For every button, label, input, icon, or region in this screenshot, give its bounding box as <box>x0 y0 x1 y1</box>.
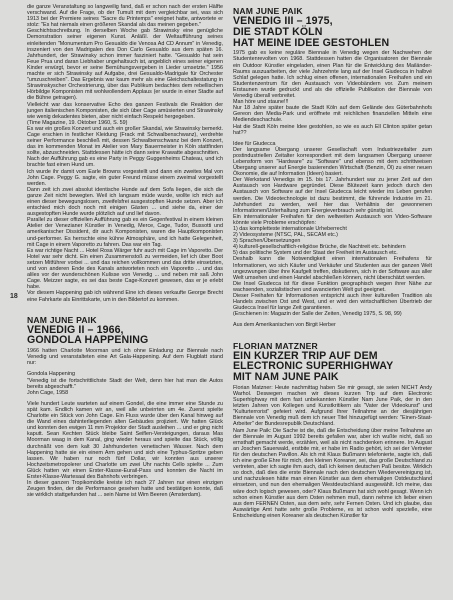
paragraph: Es war richtige Nacht ... Hotel Rosa Wärger fuhr auch mit Cage im Vaporetto. Der Hotel war sehr dicht. Ein einen Zusammenstoß zu vermeiden, lief ich über Boot setzen Mitführer vorbei ... und das reichen vollkommen und das dritte einsetzten, und von anderen Ende des Kanals antworteten noch ein Vaporetto ... und das aliles vor der wunderschönen Kulisse von Venedig ... und neben mir saß John Cage. Meizzer sagte, es sei das beste Cage-Konzert gewesen, das er je erlebt habe. <box>27 247 223 291</box>
article-electronic-superhighway <box>233 342 432 519</box>
paragraph: (Time Magazine, 19. Oktober 1960, S. 59) <box>27 119 128 126</box>
paragraph: Ich wurde ihr damit vom Earle Browns vorgestellt und dann ein zweites Mal von John Cage. Peggy G. sagte, ein guter Freund müsse einem zweimal vorgestellt werden. <box>27 168 223 187</box>
paragraph: Vor diesem Happening gab ich während Eine ich dieses verkaufte George Brecht eine Fahrkarte als Einrittskarte, um in den Bildertof zu kommen. <box>27 290 223 303</box>
paragraph: Nur 18 Jahre später baute die Stadt Köln auf dem Gelände des Güterbahnhofs Gereon den Media-Park und eröffnete mit reichlichen finanziellen Mitteln eine Mediendeschachule. <box>233 105 432 124</box>
flyer-title: Gondola Happening <box>27 371 75 378</box>
article-title <box>27 325 223 347</box>
paragraph: 1975 gab es keine reguläre Biennale in Venedig wegen der Nachwehen der Studentenrevolten von 1968. Stattdessen hatten die Organisatoren der Biennale ein Outdoor Künstler eingeladen, einen Plan für die Entwicklung des Mailänder-Raums auszuarbeiten, der viele Jahrzehnte lang auf der Insel Giudecca in halbvé Schlaf gelegen hatte. Ich schlug einen offenen, internationalen Freihafen und ein Studentenzentrum für den Austausch von Videobändern vor. Zum meinem Erstaunen wurde gedruckt und als die offizielle Publikation der Biennale von Venedig überall verbreitet. <box>233 50 432 100</box>
continued-text <box>27 4 223 303</box>
article-author: NAM JUNE PAIK <box>27 314 97 325</box>
title-line: DIE STADT KÖLN <box>233 25 323 38</box>
list-item: 1) das kompletteste internationale Urheberrecht <box>233 226 347 233</box>
right-column <box>233 4 432 596</box>
paragraph: Florian Matzner: Heute nachmittag haben Sie mir gesagt, sie seien NICHT Andy Warhol. Deswegen machen wir dieses kurzen Trip auf dem Electronic Superhighway mit dem fast unbekannten Künstler Nam June Paik, der in den letzten Jahren von Kollegen und Kunstkritikern als "Vater der Videokunst" und "Kulturterrorist" gefeiert wird. Aufgrund Ihrer Teilnahme an der diesjährigen Biennale von Venedig muß dem ich neuer Titel hinzugefügt werden: "Einen-Staat-Arbeiter" der Bundesrepublik Deutschland. <box>233 384 432 428</box>
article-author: NAM JUNE PAIK <box>233 6 303 16</box>
article-author: FLORIAN MATZNER <box>233 340 318 351</box>
paragraph: In dieser ganzen Tropikomödie kreiste ich nach 27 Jahren nur einen einzigen Zeugen finden, der die Performance gesehen hatte und bestätigen konnte, daß sie wirklich stattgefunden hat ... sein Name ist Wim Beeren (Amsterdam). <box>27 480 223 499</box>
article-venedig-iii <box>233 7 432 329</box>
paragraph: Dieser Freihafen für Informationen entspricht auch ihrer kulturellen Tradition als Handels zwischen Ost und West, und er wird den wirtschaftlichen Übertrieb der Giudecca Insel für lange Zeit garantieren. <box>233 293 432 312</box>
list-item: 4) kulturell-gesellschaftlich-religiöse Brüche, die Nachtreit etc. behindern <box>233 244 406 251</box>
title-line: EIN KURZER TRIP AUF DEM <box>233 349 378 362</box>
paragraph: Es war ein großes Konzert und auch ein großer Skandal, wie Strawinsky bemerkt. Cage erschien in festlicher Kleidung (Frack mit Schwalbenschwanz), verdrehte seiner Performance beschließ mit, dessen Schwalbenschwanz bei dem Konzert, das im kommenden Monat im Atelier von Mary Bauermeister in Köln stattfinden sollte, abzuschneiden. Stattdessen hätte ich dann seine Krawatte abgeschnitten. <box>27 125 223 157</box>
title-line: GONDOLA HAPPENING <box>27 334 149 347</box>
title-line: ELECTRONIC SUPERHIGHWAY <box>233 360 394 373</box>
list-item: 5) das politische System und der Staat der Freiheit im Austausch etc. <box>233 250 398 257</box>
paragraph: Vielleicht war das konservative Echo des ganzen Festivals die Reaktion der jungen italienischen Komponisten, die sich über Cage amüsierten und Strawinsky wie wenig dekadentes bieten, aber nicht einfach Respekt hergegeben. <box>27 101 223 120</box>
paragraph: Man höre und staune!!! <box>233 99 289 106</box>
paragraph: Der Werkstand Venedigs im 15. bis 17. Jahrhundert war zu jener Zeit auf den Austausch von Hardware gegründet. Diese Blütezeit kann jedoch durch den Austausch von Software auf der Insel Giudecca leicht wieder ins Leben gerufen werden. Die Videotechnologie ist dazu bestimmt, die führende Industrie im 21. Jahrhundert zu werden, weil hier das Verhältnis der gewonnenen Informationen/Unterhaltung zum Energieverbrauch sehr günstig ist. <box>233 177 432 214</box>
flyer-attribution: John Cage, 1958 <box>27 389 69 396</box>
paragraph: Nach der Aufführung gab es eine Party in Peggy Guggenheims Chateau, und ich brachte fast einen Hund um. <box>27 156 223 169</box>
list-item: 3) Sprachen/Übersetzungen <box>233 238 301 245</box>
paragraph: Der langsame Übergang unserer Gesellschaft vom Industriezeitalter zum postindustriellen Zeitalter korrespondiert mit dem langsamen Übergang unserer Lebensform von "Hardware" zu "Software" und ebenso mit dem schrittweisen Übergang unserer auf Energie basierenden Wirtschaft (Benzin, Öl) zu einer neuen Ökonomie, die auf Information (Ideen) basiert. <box>233 146 432 178</box>
paragraph: die ganze Veranstaltung so langweilig fand, daß er schon nach der ersten Hälfte verschwand. Auf die Frage, ob der Tumult mit dem vergleichbar sei, was sich 1913 bei der Premiere seines "Sacre du Printemps" ereignet hatte, antwortete er stolz: "Es hat niemals einen größeren Skandal als das meinen gegeben." <box>27 4 223 29</box>
article-title <box>233 16 432 48</box>
title-line: HAT MEINE IDEE GESTOHLEN <box>233 36 390 49</box>
source-citation: (Erschienen in: Magazin der Salle der Zeiten, Venedig 1975, S. 98, 99) <box>233 311 402 318</box>
paragraph: 1966 hatten Charlotte Moorman und ich ohne Einladung zur Biennale nach Venedig und veranstalteten eine Art Gala-Happening. Auf dem Flugblatt stand nur: <box>27 348 223 367</box>
section-heading: Idee für Giudecca <box>233 140 276 147</box>
page-number: 18 <box>10 293 18 300</box>
paragraph: Ein internationaler Freihafen für den weltweiten Austausch von Video-Software könnte viele Probleme erschöpfen: <box>233 213 432 226</box>
paragraph: Dann zeit ich zwei absolut identische Hunde auf dem Sofa liegen, die sich die ganze Zeit nicht bewegten. Weil ich langsam müde wurde, wollte ich mich auf einen dieser bewegungslosen, zweifelsfrei ausgestopften Hunde setzen. Aber ich entschied mich doch noch mit einigen Gästen ... und siehe da, einer der ausgestopften Hunde wurde plötzlich auf und lief davon. <box>27 186 223 218</box>
paragraph: Deshalb kann die Notwendigkeit einen internationalen Freihafens für Informationen, wo sich Käufer und Verkäufer und Studenten aus der ganzen Welt ungezwungen über ihre Kaufgelt treffen, diskutieren, sich in der Software aus aller Welt umsehen und einen Handel abschließen können, nicht überschätzt werden. <box>233 256 432 281</box>
translator-credit: Aus dem Amerikanischen von Birgit Herber <box>233 322 336 329</box>
paragraph: Geschichtsschreibung. In derselben Woche gab Strawinsky eine genügliche Demonstration seiner eigenen Kunst. Anläßl. der Weltaufführung seines einleitenden "Monumentum Pro Gesualdo die Venosa Ad CD Annum" in Venedig, inszeniert von den Madrigalen des Don Carlo Gesualdo aus dem späten 16. Jahrhundert, der Strawinsky schon immer fasziniert hatte. "Gesualdo hat sein Feue Prua und daran Liebhaber ungehaltsuch ist, angeblich eines seiner eigenen Kinder erwürgt, bevor er seine Bemühungsvergeben in Lieder umsetzte." 1956 machte er sich Strawinsky auf Aufgabe, drei Gesualdo-Madrigale für Orchester "umzuschreiben". Das Ergebnis war kaum mehr als eine Gleichschaltestatung in Strawinskyscher Orchestrierung, über das Publikum bedachtes dem rebellischen Hörbildge Komponisten mit wohlwollendem Applaus (er wurde in einer Stadte auf die Bühne getragen). <box>27 28 223 102</box>
article-venedig-ii <box>27 316 223 499</box>
list-item: 2) Videosysteme (NTSC, PAL, SECAM etc.) <box>233 232 338 239</box>
flyer-quote: "Venedig ist die fortschrittlichste Stadt der Welt, denn hier hat man die Autos bereits abgeschafft." <box>27 377 223 390</box>
title-line: VENEDIG II – 1966, <box>27 323 124 336</box>
paragraph: Hat die Stadt Köln meine Idee gestohlen, so wie es auch Ell Clinton später getan hat?? <box>233 123 432 136</box>
paragraph: Viele hundert Leute warteten auf einem Gondel, die eine immer eine Stunde zu spät kam. Endlich kamen wir an, weil alle unbeirrten um 4e. Zuerst spielte Charlotte ein Stück von John Cage. Ein Fluss wurde über den Kanal hinweg auf die Wand eines dahinterliegenden alten Gebäudes projiziert. Wir hatten Glück und konnten den ewigen 11 mm Projektor der Stadt ausleihen ... und er ging nicht kaputt. Sean Kechten Stück bleibe Saint Seiflen-Versteigungen, daraus Mas Moorman waag in dem Kanal, ging wieder heraus und spielte das Stück, völlig durchnäßt von dem kalt 30 Jahrhunderten venetischen Wasser. Nach dem Happening hatte sie ein einem Arm gehen und sich eine Typhus-Spritze geben lassen. Wir haben nur noch fünf Dollar, wir konnten aus unserer Hochzeitsmetropolerer und Charlotte um zwei Uhr nachts Cello spielte ... Zum Glück hatten wir einen Erster-Klasse-Eurail-Pass und konnten die Nacht im Erster-Klasse-Wartesaal des Bahnhofs verbringen. <box>27 400 223 480</box>
left-column <box>27 4 223 596</box>
title-line: MIT NAM JUNE PAIK <box>233 371 339 384</box>
paragraph: Die Insel Giudecca ist für diese Funktion geographisch wegen ihrer Nähe zur wachsenden, sozialistischen und avancierten Welt gut geeignet. <box>233 280 432 293</box>
paragraph: Nam June Paik: Die Sache ist die, daß die Entscheidung über meine Teilnahme an der Biennale im August 1992 bereits gefallen war, aber ich wußte nicht, daß so ernsthaft gemacht werde, erzählen, weil als nicht nachdenken erinnere. Im August an Joschen Sauerwald, erstbite mir, er habe im Radio gehört, ich sei der Vertreter für den deutschen Pavillon. Als ich mit Klaus Bußmann telefonierte, sagte ich, daß ich eine große Ehre für mich, den kleinen Koreaner, sei, das große Deutschland zu vertreten, aber ich sagte ihm auch, daß ich keinen deutschen Paß besitze. Wirklich so doch, daß dies die erste Biennale nach den deutschen Wiedervereinigung ist, und nachzulesen hätte man einen Künstler aus dem ehemaligen Ostdeutschland einsetzen, und nun den ehemaligen Westdeutschland ausgewählt. Ich meine, das wäre doch logisch gewesen, oder? Klaus Bußmann hat sich wohl gesagt. Wenn ich schon einen Künstler aus dem Osten nehmen muß, dann nehme ich lieber einen aus dem FERNEN Osten, aus dem sehr, sehr Fernen Osten. Und ich glaube, das Auswärtige Amt hatte sehr große Probleme, es ist schon wohl spezielle, eine Entscheidung einen Koreaner als deutschen Künstler für <box>233 427 432 519</box>
paragraph: Parallel zu dieser offiziellen Aufführung gab es ein Gegenfestival in einem kleinen Atelier der Venezianer Künstler in Venedig, Merce, Cage, Tudor, Bussotti und amerikanischer Dissident, dir auch Komponisten, waren die Hauptkomponisten und-performer. Es herrschte eine kühne Atmosphäre, und ich hatte Gelegenheit, mit Cage in einem Vaporetto zu fahren. Das war ein Tag. <box>27 217 223 248</box>
article-title <box>233 351 432 383</box>
title-line: VENEDIG III – 1975, <box>233 15 333 27</box>
